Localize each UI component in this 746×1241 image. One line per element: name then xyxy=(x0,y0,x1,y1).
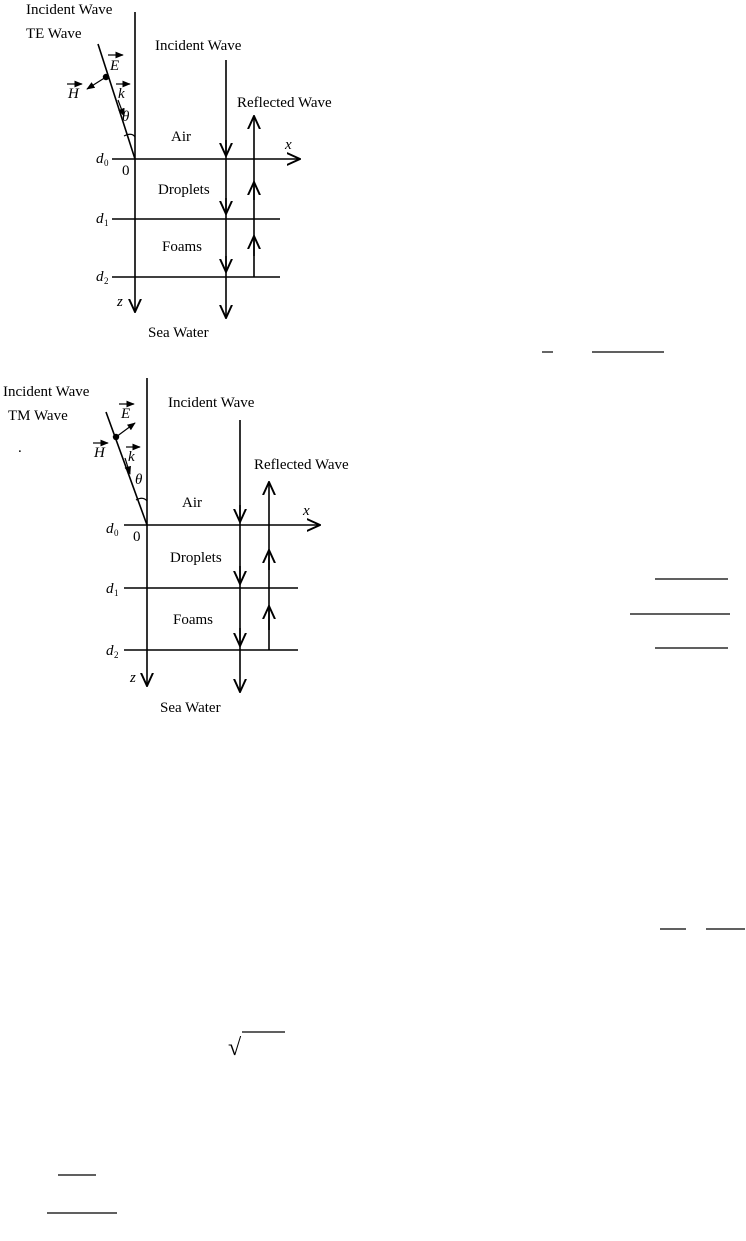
tm-d0-label: d xyxy=(106,521,114,537)
tm-layer-air: Air xyxy=(182,495,202,511)
te-h-vector xyxy=(87,77,106,89)
tm-incident-wave-label: Incident Wave xyxy=(168,395,255,411)
tm-panel xyxy=(3,378,349,716)
te-angle-arc xyxy=(124,134,135,137)
te-d0-subscript: 0 xyxy=(104,158,109,168)
tm-d1-label: d xyxy=(106,581,114,597)
te-origin-label: 0 xyxy=(122,163,130,179)
te-d2-label: d xyxy=(96,269,104,285)
te-x-axis-label: x xyxy=(285,137,292,153)
tm-theta-label: θ xyxy=(135,472,143,488)
tm-stray-mark: . xyxy=(18,440,22,456)
tm-corner-title-wave-type: TM Wave xyxy=(8,408,68,424)
te-d1-label: d xyxy=(96,211,104,227)
te-k-label: k xyxy=(118,86,125,102)
tm-e-label: E xyxy=(121,406,131,422)
te-corner-title-wave-type: TE Wave xyxy=(26,26,82,42)
te-reflected-wave-label: Reflected Wave xyxy=(237,95,332,111)
te-h-label: H xyxy=(68,86,79,102)
tm-corner-title-incident: Incident Wave xyxy=(3,384,90,400)
te-e-label: E xyxy=(110,58,120,74)
te-z-axis-label: z xyxy=(117,294,123,310)
tm-layer-foams: Foams xyxy=(173,612,214,628)
te-layer-droplets: Droplets xyxy=(158,182,210,198)
tm-origin-label: 0 xyxy=(133,529,141,545)
equation-sqrt-symbol: √ xyxy=(228,1035,242,1061)
te-layer-foams: Foams xyxy=(162,239,203,255)
tm-d0-subscript: 0 xyxy=(114,528,119,538)
tm-k-label: k xyxy=(128,449,135,465)
tm-d1-subscript: 1 xyxy=(114,588,119,598)
tm-reflected-wave-label: Reflected Wave xyxy=(254,457,349,473)
te-theta-label: θ xyxy=(122,109,130,125)
tm-h-label: H xyxy=(94,445,105,461)
tm-d2-subscript: 2 xyxy=(114,650,119,660)
te-d1-subscript: 1 xyxy=(104,218,109,228)
te-panel xyxy=(26,2,332,341)
tm-e-vector xyxy=(116,423,135,437)
te-layer-air: Air xyxy=(171,129,191,145)
te-sea-water-label: Sea Water xyxy=(148,325,209,341)
te-incident-wave-label: Incident Wave xyxy=(155,38,242,54)
tm-x-axis-label: x xyxy=(303,503,310,519)
tm-layer-droplets: Droplets xyxy=(170,550,222,566)
tm-d2-label: d xyxy=(106,643,114,659)
te-d0-label: d xyxy=(96,151,104,167)
tm-sea-water-label: Sea Water xyxy=(160,700,221,716)
tm-z-axis-label: z xyxy=(130,670,136,686)
te-corner-title-incident: Incident Wave xyxy=(26,2,113,18)
te-d2-subscript: 2 xyxy=(104,276,109,286)
